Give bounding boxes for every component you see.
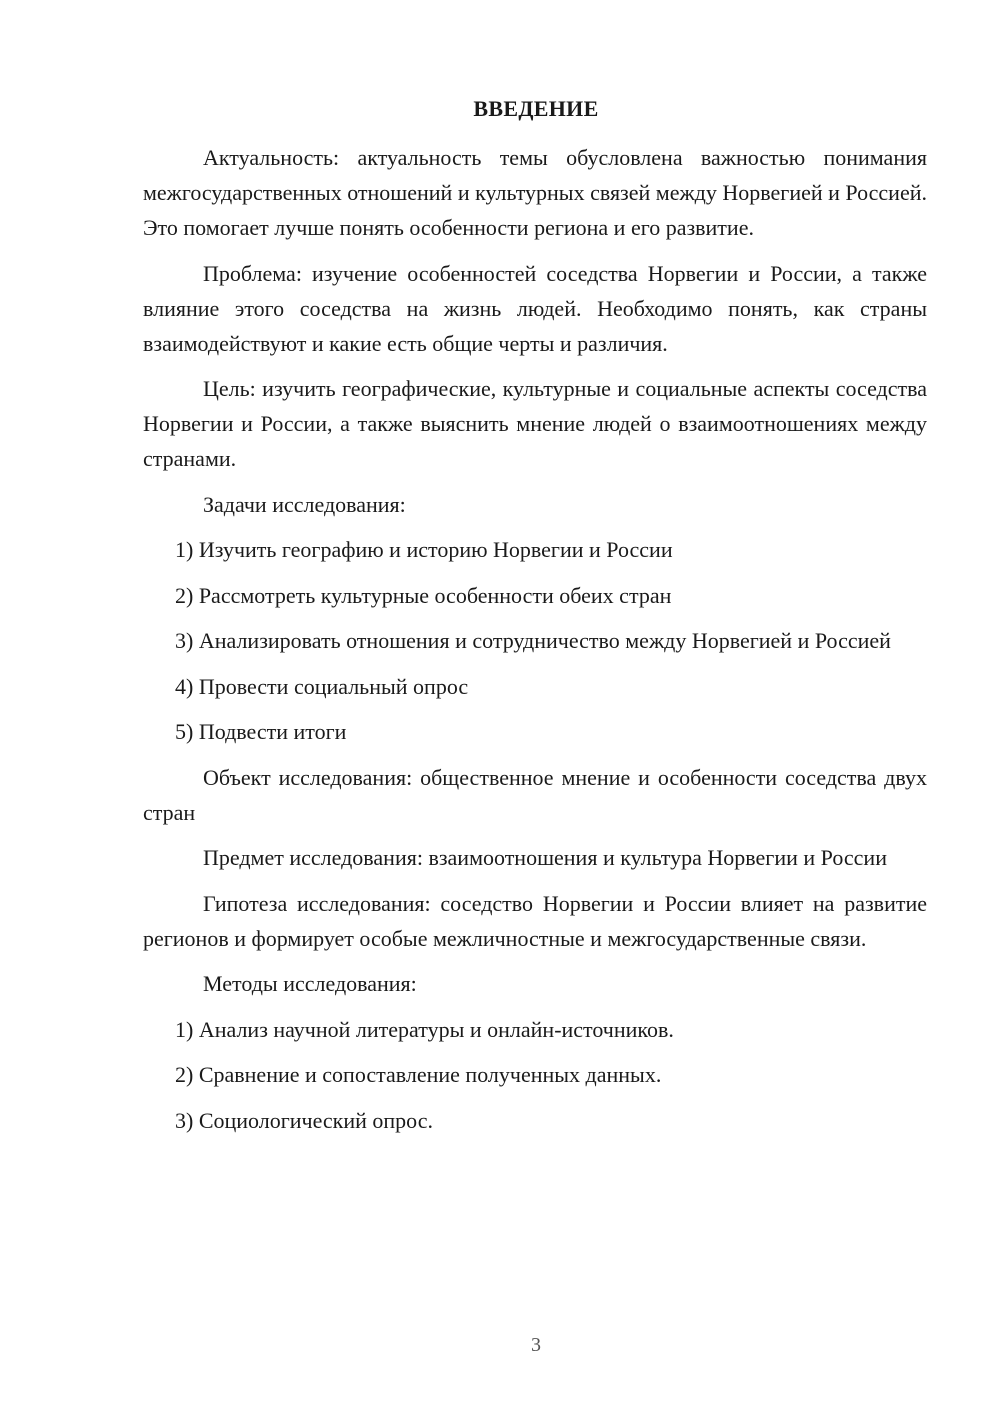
task-item: 5) Подвести итоги — [175, 719, 347, 744]
task-item: 3) Анализировать отношения и сотрудничество между Норвегией и Россией — [175, 628, 891, 653]
paragraph-goal: Цель: изучить географические, культурные и социальные аспекты соседства Норвегии и России, а также выяснить мнение людей о взаимоотношениях между странами. — [143, 376, 927, 471]
document-body — [143, 140, 927, 1148]
task-item: 2) Рассмотреть культурные особенности обеих стран — [175, 582, 672, 608]
task-item: 1) Изучить географию и историю Норвегии и России — [175, 537, 673, 562]
paragraph-methods-heading: Методы исследования: — [203, 971, 417, 996]
task-item: 4) Провести социальный опрос — [175, 673, 469, 699]
method-item: 3) Социологический опрос. — [175, 1107, 433, 1133]
paragraph-object: Объект исследования: общественное мнение и особенности соседства двух стран — [143, 764, 927, 825]
method-item: 1) Анализ научной литературы и онлайн-источников. — [175, 1016, 674, 1042]
page-number: 3 — [531, 1334, 541, 1356]
method-item: 2) Сравнение и сопоставление полученных данных. — [175, 1062, 662, 1087]
paragraph-subject: Предмет исследования: взаимоотношения и культура Норвегии и России — [203, 845, 887, 870]
section-title: ВВЕДЕНИЕ — [473, 96, 599, 121]
paragraph-problem: Проблема: изучение особенностей соседства Норвегии и России, а также влияние этого соседства на жизнь людей. Необходимо понять, как страны взаимодействуют и какие есть общие черты и различия. — [143, 260, 927, 356]
paragraph-hypothesis: Гипотеза исследования: соседство Норвегии и России влияет на развитие регионов и формирует особые межличностные и межгосударственные связи. — [143, 890, 927, 951]
paragraph-tasks-heading: Задачи исследования: — [203, 491, 406, 517]
paragraph-relevance: Актуальность: актуальность темы обусловлена важностью понимания межгосударственных отношений и культурных связей между Норвегией и Россией. Это помогает лучше понять особенности региона и его развитие. — [143, 145, 927, 240]
